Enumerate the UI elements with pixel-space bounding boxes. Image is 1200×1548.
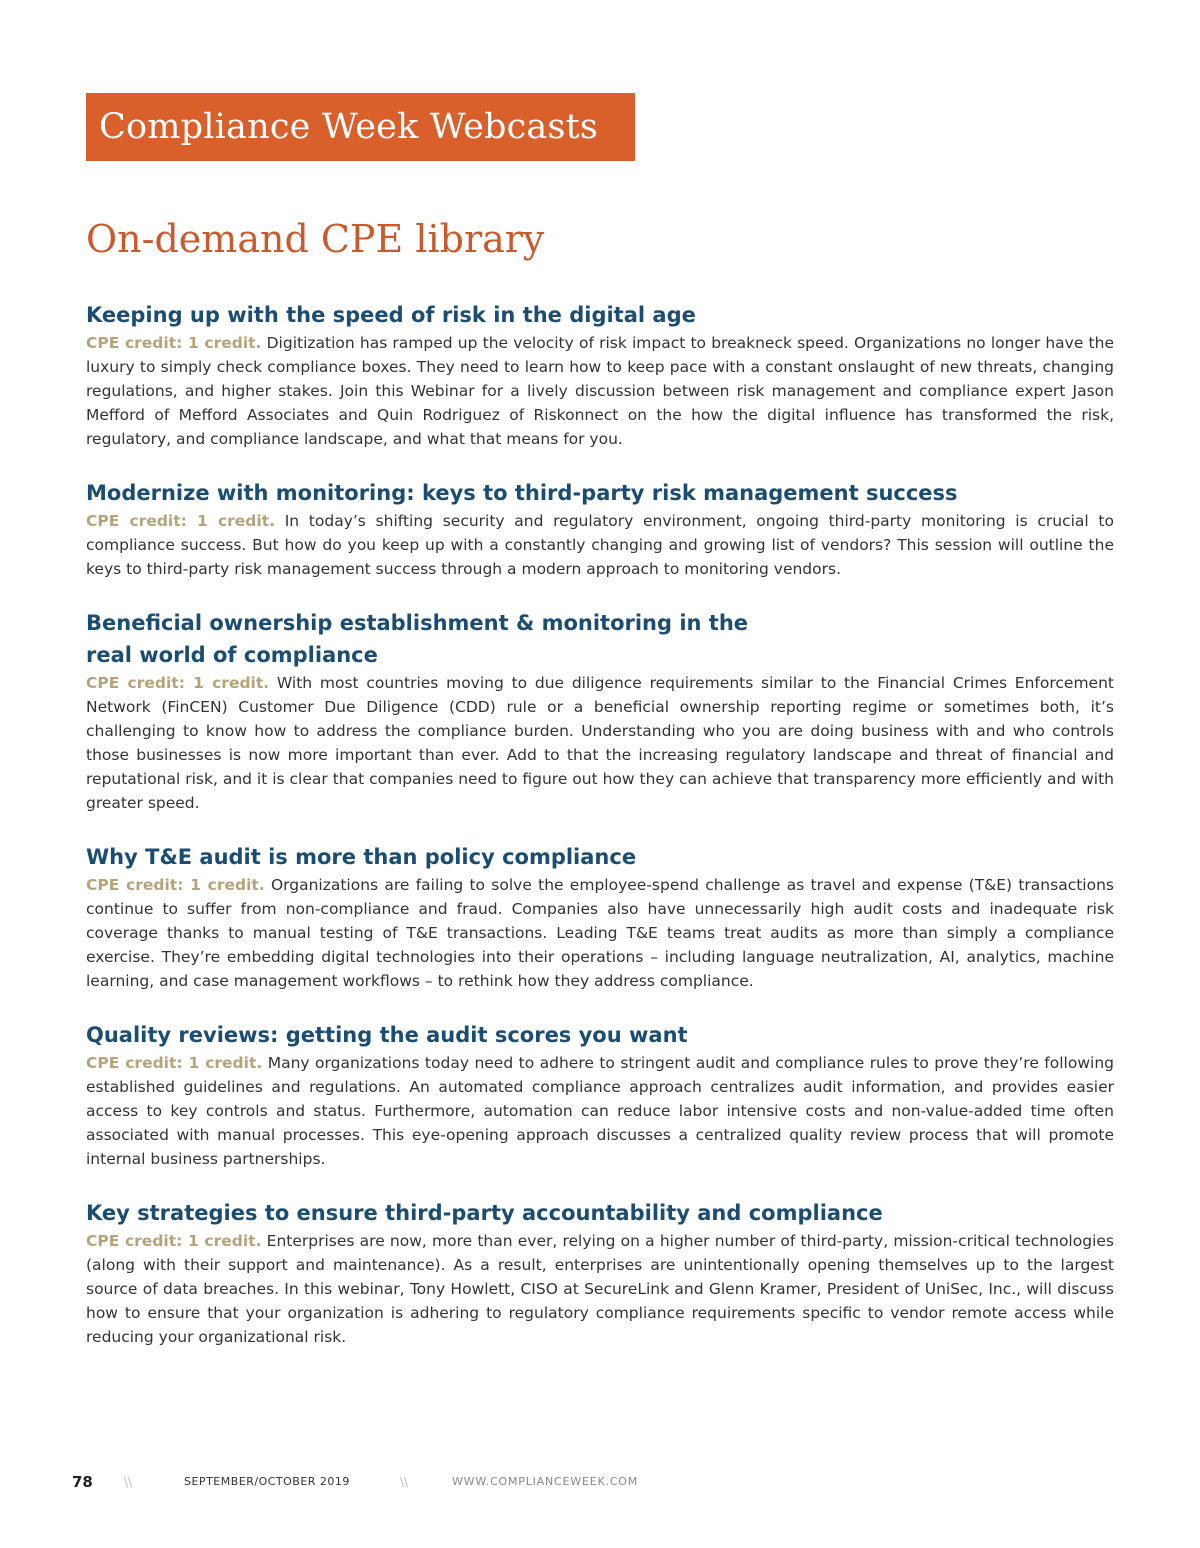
section-banner: [86, 93, 635, 161]
webcast-title: Keeping up with the speed of risk in the digital age: [86, 303, 696, 327]
page-number: 78: [72, 1473, 93, 1491]
webcast-entry: [86, 1197, 1114, 1349]
webcast-description: [86, 331, 1114, 451]
banner-title: Compliance Week Webcasts: [99, 107, 599, 147]
issue-date: SEPTEMBER/OCTOBER 2019: [184, 1475, 350, 1488]
webcast-list: [86, 299, 1114, 1375]
webcast-title: Quality reviews: getting the audit scores you want: [86, 1023, 688, 1047]
webcast-description-text: Digitization has ramped up the velocity of risk impact to breakneck speed. Organizations no longer have the luxury to simply check compliance boxes. They need to learn how to keep pace with a constant onslaught of new threats, changing regulations, and higher stakes. Join this Webinar for a lively discussion between risk management and compliance expert Jason Mefford of Mefford Associates and Quin Rodriguez of Riskonnect on the how the digital influence has transformed the risk, regulatory, and compliance landscape, and what that means for you.: [86, 334, 1114, 448]
webcast-entry: [86, 477, 1114, 581]
webcast-description-text: Organizations are failing to solve the employee-spend challenge as travel and expense (T&E) transactions continue to suffer from non-compliance and fraud. Companies also have unnecessarily high audit costs and inadequate risk coverage thanks to manual testing of T&E transactions. Leading T&E teams treat audits as more than simply a compliance exercise. They’re embedding digital technologies into their operations – including language neutralization, AI, analytics, machine learning, and case management workflows – to rethink how they address compliance.: [86, 876, 1114, 990]
cpe-credit-label: CPE credit: 1 credit.: [86, 1232, 262, 1250]
webcast-entry: [86, 299, 1114, 451]
webcast-entry: [86, 841, 1114, 993]
webcast-description-text: Enterprises are now, more than ever, relying on a higher number of third-party, mission-critical technologies (along with their support and maintenance). As a result, enterprises are unintentionally opening themselves up to the largest source of data breaches. In this webinar, Tony Howlett, CISO at SecureLink and Glenn Kramer, President of UniSec, Inc., will discuss how to ensure that your organization is adhering to regulatory compliance requirements specific to vendor remote access while reducing your organizational risk.: [86, 1232, 1114, 1346]
cpe-credit-label: CPE credit: 1 credit.: [86, 876, 265, 894]
cpe-credit-label: CPE credit: 1 credit.: [86, 334, 262, 352]
webcast-description-text: In today’s shifting security and regulatory environment, ongoing third-party monitoring is crucial to compliance success. But how do you keep up with a constantly changing and growing list of vendors? This session will outline the keys to third-party risk management success through a modern approach to monitoring vendors.: [86, 512, 1114, 578]
webcast-description: [86, 1229, 1114, 1349]
page-footer: [72, 1472, 772, 1492]
webcast-description: [86, 509, 1114, 581]
page-heading: On-demand CPE library: [86, 217, 545, 261]
webcast-title: Why T&E audit is more than policy compliance: [86, 845, 637, 869]
cpe-credit-label: CPE credit: 1 credit.: [86, 674, 270, 692]
cpe-credit-label: CPE credit: 1 credit.: [86, 1054, 263, 1072]
webcast-description: [86, 873, 1114, 993]
footer-separator: \\: [400, 1475, 409, 1489]
webcast-description: [86, 671, 1114, 815]
webcast-title: Key strategies to ensure third-party accountability and compliance: [86, 1201, 883, 1225]
webcast-description-text: With most countries moving to due diligence requirements similar to the Financial Crimes Enforcement Network (FinCEN) Customer Due Diligence (CDD) rule or a beneficial ownership reporting regime or sometimes both, it’s challenging to know how to address the compliance burden. Understanding who you are doing business with and who controls those businesses is now more important than ever. Add to that the increasing regulatory landscape and threat of financial and reputational risk, and it is clear that companies need to figure out how they can achieve that transparency more efficiently and with greater speed.: [86, 674, 1114, 812]
cpe-credit-label: CPE credit: 1 credit.: [86, 512, 276, 530]
footer-separator: \\: [124, 1475, 133, 1489]
website-url: WWW.COMPLIANCEWEEK.COM: [452, 1475, 638, 1488]
webcast-title: Modernize with monitoring: keys to third-party risk management success: [86, 481, 958, 505]
webcast-entry: [86, 1019, 1114, 1171]
webcast-description-text: Many organizations today need to adhere to stringent audit and compliance rules to prove they’re following established guidelines and regulations. An automated compliance approach centralizes audit information, and provides easier access to key controls and status. Furthermore, automation can reduce labor intensive costs and non-value-added time often associated with manual processes. This eye-opening approach discusses a centralized quality review process that will promote internal business partnerships.: [86, 1054, 1114, 1168]
webcast-title: Beneficial ownership establishment & monitoring in the real world of compliance: [86, 611, 749, 667]
webcast-description: [86, 1051, 1114, 1171]
webcast-entry: [86, 607, 1114, 815]
